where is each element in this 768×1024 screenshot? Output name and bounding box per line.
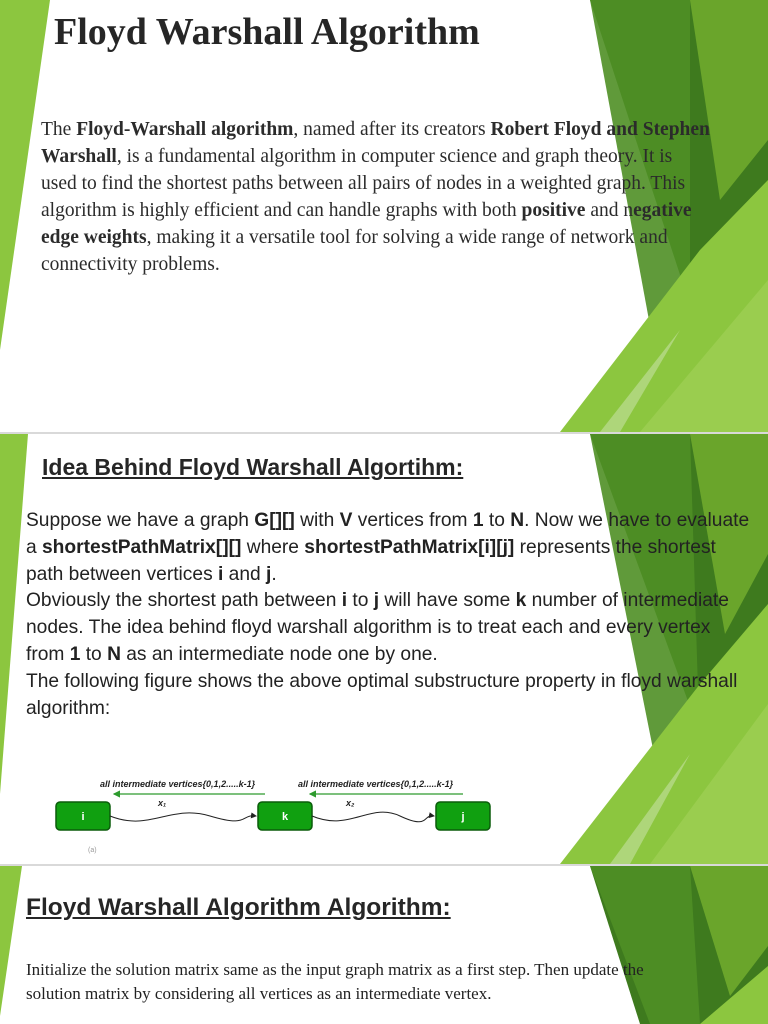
intro-paragraph: The Floyd-Warshall algorithm, named after its creators Robert Floyd and Stephen Warshall, is a fundamental algorithm in computer science and graph theory. It is used to find the shortest paths between all pairs of nodes in a weighted graph. This algorithm is highly efficient and can handle graphs with both positive and negative edge weights, making it a versatile tool for solving a wide range of network and connectivity problems.: [41, 119, 710, 275]
node-k-label: k: [281, 811, 289, 823]
slide-1: [0, 0, 768, 432]
node-j-label: j: [461, 811, 465, 823]
x2-label: x₂: [346, 798, 355, 808]
idea-heading: Idea Behind Floyd Warshall Algortihm:: [42, 454, 464, 480]
algorithm-paragraph: Initialize the solution matrix same as the input graph matrix as a first step. Then update the solution matrix by considering all vertices as an intermediate vertex.: [26, 960, 644, 1003]
slide-2: [0, 434, 768, 864]
path-k-to-j: [312, 812, 434, 822]
algorithm-heading: Floyd Warshall Algorithm Algorithm:: [26, 894, 451, 921]
idea-paragraph: Suppose we have a graph G[][] with V vertices from 1 to N. Now we have to evaluate a shortestPathMatrix[][] where shortestPathMatrix[i][j] represents the shortest path between vertices i and j. Obviously the shortest path between i to j will have some k number of intermediate nodes. The idea behind floyd warshall algorithm is to treat each and every vertex from 1 to N as an intermediate node one by one. The following figure shows the above optimal substructure property in floyd warshall algorithm:: [26, 510, 750, 719]
figure-caption: (a): [88, 847, 97, 854]
optimal-substructure-figure: [50, 774, 510, 854]
figure-label-right: all intermediate vertices{0,1,2.....k-1}: [298, 779, 454, 789]
slide-3: [0, 866, 768, 1024]
path-i-to-k: [110, 813, 256, 821]
node-i-label: i: [81, 811, 85, 823]
figure-label-left: all intermediate vertices{0,1,2.....k-1}: [100, 779, 256, 789]
page-title: Floyd Warshall Algorithm: [54, 11, 480, 53]
x1-label: x₁: [158, 798, 167, 808]
